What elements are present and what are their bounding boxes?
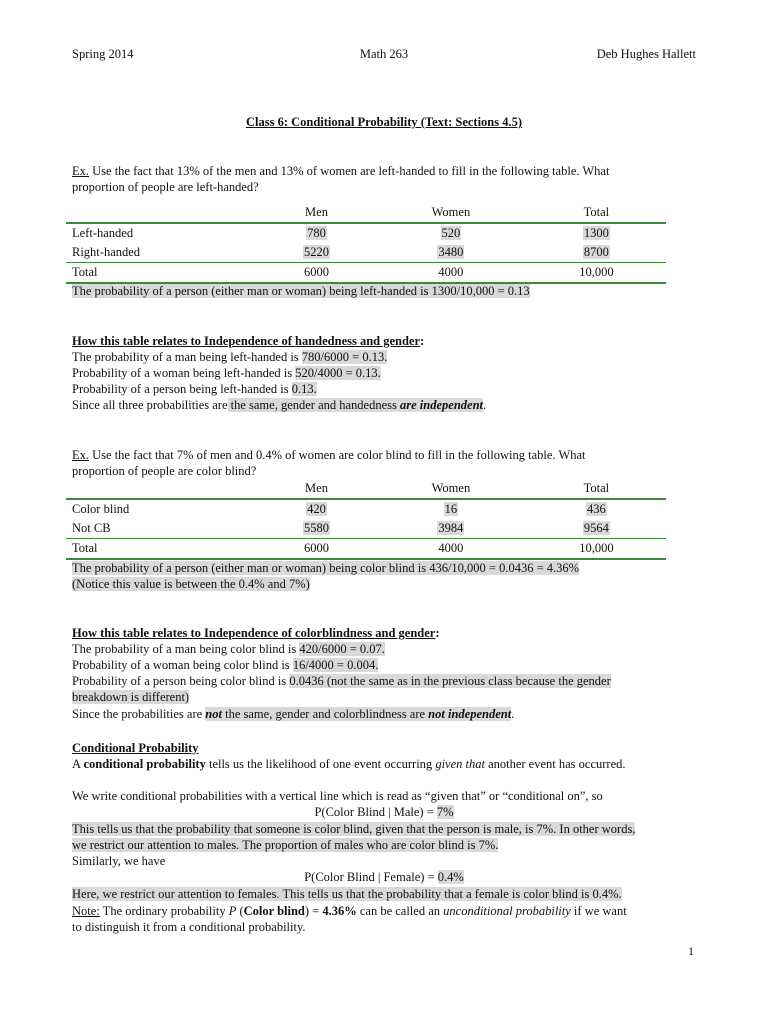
cell-men: 5220 xyxy=(304,245,330,259)
cond-para3a: This tells us that the probability that someone is color blind, given that the person is male, is 7%. In other words, xyxy=(72,822,636,836)
indep1-line3: Probability of a person being left-handed is 0.13. xyxy=(72,382,317,396)
indep1-heading: How this table relates to Independence of handedness and gender: xyxy=(72,334,425,348)
table-row: Left-handed 780 520 1300 xyxy=(72,226,609,240)
cond-eq2: P(Color Blind | Female) = 0.4% xyxy=(304,870,464,884)
header-left: Spring 2014 xyxy=(72,47,134,61)
cond-eq1: P(Color Blind | Male) = 7% xyxy=(314,805,454,819)
cell-men: 5580 xyxy=(304,521,330,535)
col-header: Women xyxy=(431,481,471,495)
ex2-answer1: The probability of a person (either man or woman) being color blind is 436/10,000 = 0.0436 = 4.36% xyxy=(72,561,580,575)
cond-note: Note: The ordinary probability P (Color blind) = 4.36% can be called an unconditional probability if we want xyxy=(72,904,627,918)
cell-total: 8700 xyxy=(583,245,609,259)
page-number: 1 xyxy=(688,944,694,958)
cell-total: 436 xyxy=(587,502,606,516)
table-row: Not CB 5580 3984 9564 xyxy=(72,521,609,535)
table-row: Right-handed 5220 3480 8700 xyxy=(72,245,609,259)
ex1-answer: The probability of a person (either man or woman) being left-handed is 1300/10,000 = 0.13 xyxy=(72,284,530,298)
ex2-answer2: (Notice this value is between the 0.4% and 7%) xyxy=(72,577,310,591)
indep1-line2: Probability of a woman being left-handed is 520/4000 = 0.13. xyxy=(72,366,381,380)
ex1-line1: Ex. Use the fact that 13% of the men and 13% of women are left-handed to fill in the following table. What xyxy=(72,164,610,178)
cond-para4: Similarly, we have xyxy=(72,854,166,868)
cond-note-cont: to distinguish it from a conditional probability. xyxy=(72,920,306,934)
indep2-heading: How this table relates to Independence of colorblindness and gender: xyxy=(72,626,440,640)
page-title: Class 6: Conditional Probability (Text: Sections 4.5) xyxy=(245,115,523,129)
cell-women: 3984 xyxy=(438,521,464,535)
cell-women: 16 xyxy=(444,502,458,516)
ex1-table xyxy=(66,203,666,284)
indep2-line3-cont: breakdown is different) xyxy=(72,690,190,704)
ex1-line2: proportion of people are left-handed? xyxy=(72,180,259,194)
indep1-line4: Since all three probabilities are the same, gender and handedness are independent. xyxy=(72,398,487,412)
col-header: Total xyxy=(583,481,610,495)
ex2-table xyxy=(66,479,666,560)
cond-heading: Conditional Probability xyxy=(72,741,199,755)
col-header: Total xyxy=(583,205,610,219)
indep1-line1: The probability of a man being left-handed is 780/6000 = 0.13. xyxy=(72,350,388,364)
cell-total: 1300 xyxy=(583,226,609,240)
cond-para3b: we restrict our attention to males. The proportion of males who are color blind is 7%. xyxy=(72,838,499,852)
col-header: Men xyxy=(305,481,328,495)
table-corner xyxy=(66,479,258,499)
indep2-line3: Probability of a person being color blind is 0.0436 (not the same as in the previous class because the gender xyxy=(72,674,611,688)
cond-para5: Here, we restrict our attention to females. This tells us that the probability that a female is color blind is 0.4%. xyxy=(72,887,622,901)
cond-para1: A conditional probability tells us the likelihood of one event occurring given that another event has occurred. xyxy=(72,757,626,771)
col-header: Women xyxy=(431,205,471,219)
table-row: Color blind 420 16 436 xyxy=(72,502,606,516)
cell-total: 9564 xyxy=(583,521,609,535)
header-right: Deb Hughes Hallett xyxy=(596,47,696,61)
ex2-line2: proportion of people are color blind? xyxy=(72,464,257,478)
cell-men: 420 xyxy=(307,502,326,516)
indep2-line4: Since the probabilities are not the same, gender and colorblindness are not independent. xyxy=(72,707,515,721)
cell-women: 520 xyxy=(441,226,461,240)
cell-women: 3480 xyxy=(438,245,464,259)
indep2-line2: Probability of a woman being color blind is 16/4000 = 0.004. xyxy=(72,658,379,672)
cond-para2: We write conditional probabilities with a vertical line which is read as “given that” or “conditional on”, so xyxy=(72,789,603,803)
table-corner xyxy=(66,203,258,223)
col-header: Men xyxy=(305,205,328,219)
table-total-row: Total 6000 4000 10,000 xyxy=(66,539,666,560)
ex2-line1: Ex. Use the fact that 7% of men and 0.4% of women are color blind to fill in the following table. What xyxy=(72,448,586,462)
cell-men: 780 xyxy=(307,226,326,240)
header-center: Math 263 xyxy=(359,47,409,61)
indep2-line1: The probability of a man being color blind is 420/6000 = 0.07. xyxy=(72,642,385,656)
table-total-row: Total 6000 4000 10,000 xyxy=(66,263,666,284)
